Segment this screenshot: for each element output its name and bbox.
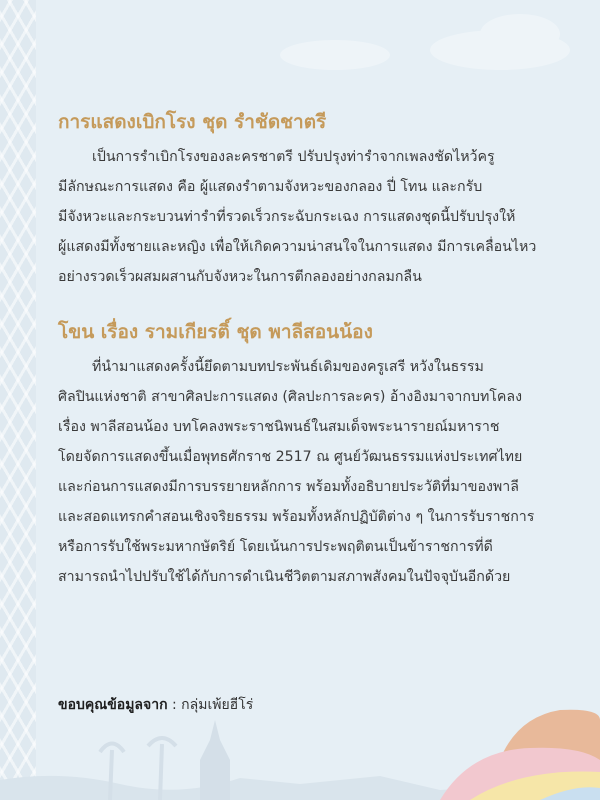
section-2-line: สามารถนำไปปรับใช้ได้กับการดำเนินชีวิตตามสภาพสังคมในปัจจุบันอีกด้วย (58, 569, 511, 585)
section-1-line: เป็นการรำเบิกโรงของละครชาตรี ปรับปรุงท่ารำจากเพลงชัดไหว้ครู (92, 149, 495, 165)
credit-label: ขอบคุณข้อมูลจาก (58, 697, 168, 713)
section-2 (58, 318, 578, 592)
section-2-line: ที่นำมาแสดงครั้งนี้ยึดตามบทประพันธ์เดิมของครูเสรี หวังในธรรม (92, 359, 484, 375)
section-1-line: อย่างรวดเร็วผสมผสานกับจังหวะในการตีกลองอย่างกลมกลืน (58, 269, 422, 285)
article-content (58, 108, 578, 592)
section-2-line: และก่อนการแสดงมีการบรรยายหลักการ พร้อมทั้งอธิบายประวัติที่มาของพาลี (58, 479, 519, 495)
section-1-line: มีจังหวะและกระบวนท่ารำที่รวดเร็วกระฉับกระเฉง การแสดงชุดนี้ปรับปรุงให้ (58, 209, 516, 225)
temple-silhouette (200, 720, 230, 800)
cloud-decoration (280, 40, 390, 70)
section-1-body (58, 142, 578, 292)
bottom-scenery-decoration (0, 680, 600, 800)
section-2-line: ศิลปินแห่งชาติ สาขาศิลปะการแสดง (ศิลปะการละคร) อ้างอิงมาจากบทโคลง (58, 389, 523, 405)
section-2-title: โขน เรื่อง รามเกียรติ์ ชุด พาลีสอนน้อง (58, 321, 373, 343)
section-2-line: เรื่อง พาลีสอนน้อง บทโคลงพระราชนิพนธ์ในสมเด็จพระนารายณ์มหาราช (58, 419, 500, 435)
section-1-title: การแสดงเบิกโรง ชุด รำชัดชาตรี (58, 111, 327, 133)
section-2-line: โดยจัดการแสดงขึ้นเมื่อพุทธศักราช 2517 ณ ศูนย์วัฒนธรรมแห่งประเทศไทย (58, 449, 523, 465)
credit-separator: : (167, 697, 182, 713)
section-2-line: และสอดแทรกคำสอนเชิงจริยธรรม พร้อมทั้งหลักปฏิบัติต่าง ๆ ในการรับราชการ (58, 509, 535, 525)
section-1-line: ผู้แสดงมีทั้งชายและหญิง เพื่อให้เกิดความน่าสนใจในการแสดง มีการเคลื่อนไหว (58, 239, 537, 255)
section-1-line: มีลักษณะการแสดง คือ ผู้แสดงรำตามจังหวะของกลอง ปี่ โทน และกรับ (58, 179, 483, 195)
credit-source: กลุ่มเพ้ยฮีโร่ (181, 697, 254, 713)
section-2-line: หรือการรับใช้พระมหากษัตริย์ โดยเน้นการประพฤติตนเป็นข้าราชการที่ดี (58, 539, 493, 555)
cloud-decoration (480, 14, 560, 54)
section-1 (58, 108, 578, 292)
section-2-body (58, 352, 578, 592)
